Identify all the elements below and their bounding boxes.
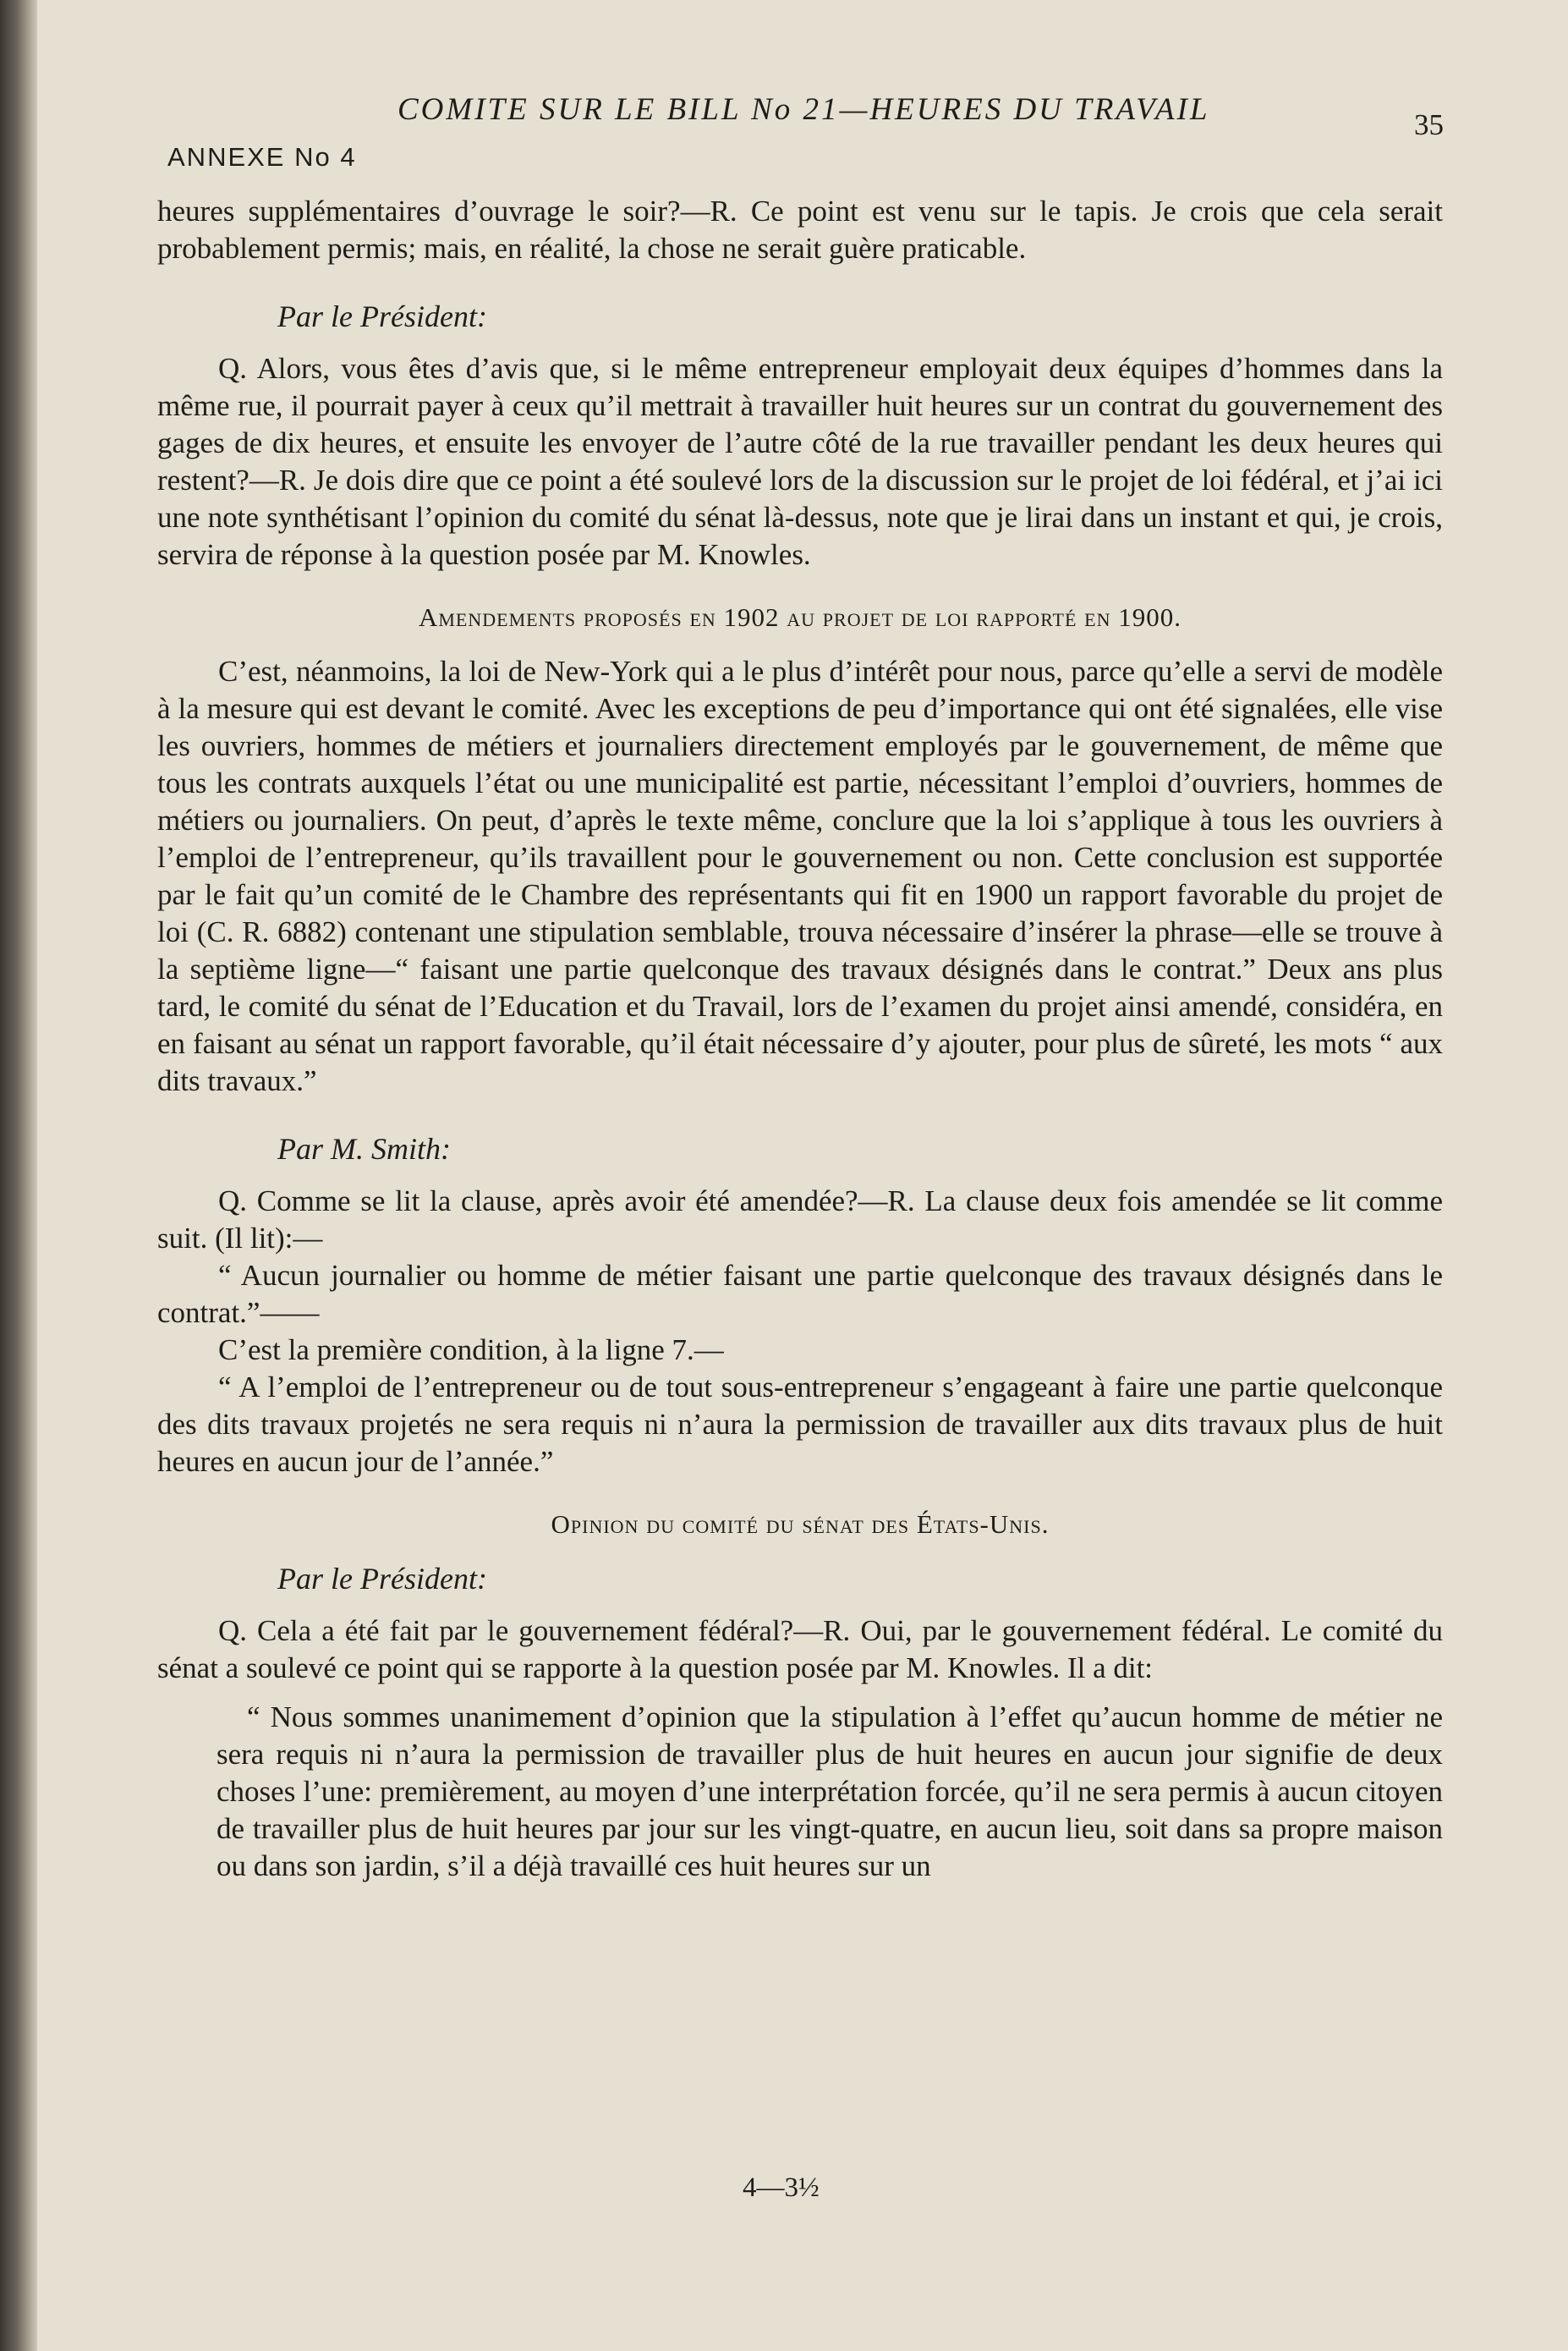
paragraph-body: C’est la première condition, à la ligne 7.— bbox=[218, 1333, 724, 1366]
paragraph-question: Q. Cela a été fait par le gouvernement fédéral?—R. Oui, par le gouvernement fédéral. Le comité du sénat a soulevé ce point qui se rapporte à la question posée par M. Knowles. Il a dit: bbox=[157, 1614, 1443, 1684]
page-body bbox=[157, 193, 1443, 1885]
annex-label: ANNEXE No 4 bbox=[167, 142, 357, 172]
running-head: COMITE SUR LE BILL No 21—HEURES DU TRAVAIL bbox=[397, 92, 1210, 127]
signature-mark: 4—3½ bbox=[743, 2172, 820, 2203]
block-quotation bbox=[217, 1699, 1443, 1885]
speaker-label: Par le Président: bbox=[277, 299, 487, 333]
paragraph-question: Q. Comme se lit la clause, après avoir été amendée?—R. La clause deux fois amendée se lit comme suit. (Il lit):— bbox=[157, 1184, 1443, 1255]
speaker-label: Par M. Smith: bbox=[277, 1132, 451, 1166]
section-heading: Opinion du comité du sénat des États-Unis. bbox=[551, 1509, 1050, 1539]
section-heading: Amendements proposés en 1902 au projet de loi rapporté en 1900. bbox=[418, 602, 1182, 632]
paragraph-continuation: heures supplémentaires d’ouvrage le soir?—R. Ce point est venu sur le tapis. Je crois que cela serait probablement permis; mais, en réalité, la chose ne serait guère praticable. bbox=[157, 195, 1443, 265]
paragraph-body: C’est, néanmoins, la loi de New-York qui a le plus d’intérêt pour nous, parce qu’elle a servi de modèle à la mesure qui est devant le comité. Avec les exceptions de peu d’importance qui ont été signalées, elle vise les ouvriers, hommes de métiers et journaliers directement employés par le gouvernement, de même que tous les contrats auxquels l’état ou une municipalité est partie, nécessitant l’emploi d’ouvriers, hommes de métiers ou journaliers. On peut, d’après le texte même, conclure que la loi s’applique à tous les ouvriers à l’emploi de l’entrepreneur, qu’ils travaillent pour le gouvernement ou non. Cette conclusion est supportée par le fait qu’un comité de le Chambre des représentants qui fit en 1900 un rapport favorable du projet de loi (C. R. 6882) contenant une stipulation semblable, trouva nécessaire d’insérer la phrase—elle se trouve à la septième ligne—“ faisant une partie quelconque des travaux désignés dans le contrat.” Deux ans plus tard, le comité du sénat de l’Education et du Travail, lors de l’examen du projet ainsi amendé, considéra, en en faisant au sénat un rapport favorable, qu’il était nécessaire d’y ajouter, pour plus de sûreté, les mots “ aux dits travaux.” bbox=[157, 655, 1443, 1097]
book-binding-shadow bbox=[0, 0, 37, 2351]
paragraph-quotation: “ Nous sommes unanimement d’opinion que la stipulation à l’effet qu’aucun homme de métier ne sera requis ni n’aura la permission de travailler plus de huit heures en aucun jour signifie de deux choses l’une: premièrement, au moyen d’une interprétation forcée, qu’il ne sera permis à aucun citoyen de travailler plus de huit heures par jour sur les vingt-quatre, en aucun lieu, soit dans sa propre maison ou dans son jardin, s’il a déjà travaillé ces huit heures sur un bbox=[217, 1700, 1443, 1882]
speaker-label: Par le Président: bbox=[277, 1562, 487, 1596]
paragraph-question: Q. Alors, vous êtes d’avis que, si le même entrepreneur employait deux équipes d’hommes dans la même rue, il pourrait payer à ceux qu’il mettrait à travailler huit heures sur un contrat du gouvernement des gages de dix heures, et ensuite les envoyer de l’autre côté de la rue travailler pendant les deux heures qui restent?—R. Je dois dire que ce point a été soulevé lors de la discussion sur le projet de loi fédéral, et j’ai ici une note synthétisant l’opinion du comité du sénat là-dessus, note que je lirai dans un instant et qui, je crois, servira de réponse à la question posée par M. Knowles. bbox=[157, 352, 1443, 571]
page-number: 35 bbox=[1414, 108, 1444, 141]
paragraph-quotation: “ Aucun journalier ou homme de métier faisant une partie quelconque des travaux désignés dans le contrat.”—— bbox=[157, 1259, 1443, 1329]
paragraph-quotation: “ A l’emploi de l’entrepreneur ou de tout sous-entrepreneur s’engageant à faire une partie quelconque des dits travaux projetés ne sera requis ni n’aura la permission de travailler aux dits travaux plus de huit heures en aucun jour de l’année.” bbox=[157, 1371, 1443, 1478]
